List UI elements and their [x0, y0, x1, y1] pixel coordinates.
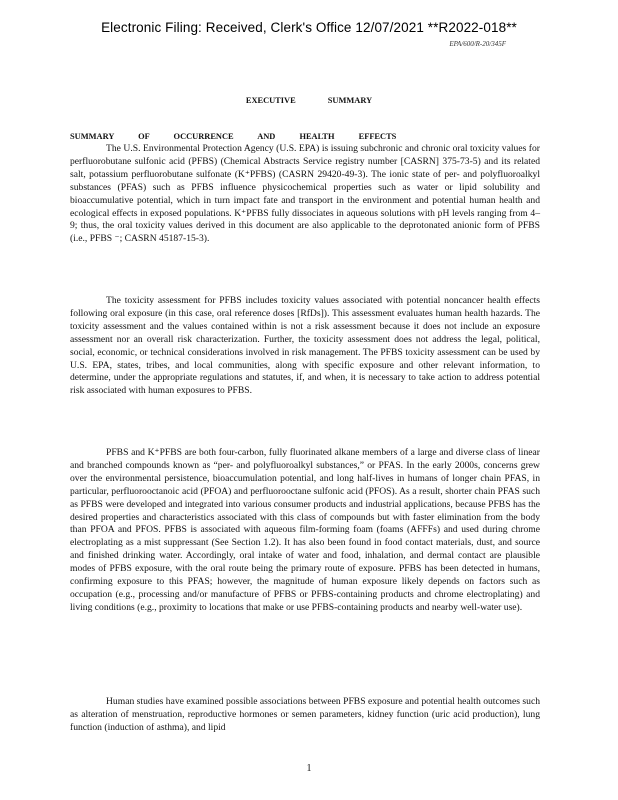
subheading: SUMMARY OF OCCURRENCE AND HEALTH EFFECTS: [70, 132, 397, 141]
paragraph-2: The toxicity assessment for PFBS includes toxicity values associated with potential noncancer health effects following oral exposure (in this case, oral reference doses [RfDs]). This assessment evaluates human health hazards. The toxicity assessment and the values contained within is not a risk assessment because it does not include an exposure assessment nor an overall risk characterization. Further, the toxicity assessment does not address the legal, political, social, economic, or technical considerations involved in risk management. The PFBS toxicity assessment can be used by U.S. EPA, states, tribes, and local communities, along with specific exposure and other relevant information, to determine, under the appropriate regulations and statutes, if, and when, it is necessary to take action to address potential risk associated with human exposures to PFBS.: [70, 295, 540, 397]
document-id: EPA/600/R-20/345F: [449, 40, 506, 48]
section-title: EXECUTIVE SUMMARY: [245, 96, 373, 105]
page-number: 1: [306, 763, 312, 774]
paragraph-3: PFBS and K⁺PFBS are both four-carbon, fully fluorinated alkane members of a large and diverse class of linear and branched compounds known as “per- and polyfluoroalkyl substances,” or PFAS. In the early 2000s, concerns grew over the environmental persistence, bioaccumulation potential, and long half-lives in humans of longer chain PFAS, in particular, perfluorooctanoic acid (PFOA) and perfluorooctane sulfonic acid (PFOS). As a result, shorter chain PFAS such as PFBS were developed and integrated into various consumer products and industrial applications, because PFBS has the desired properties and characteristics associated with this class of compounds but with faster elimination from the body than PFOA and PFOS. PFBS is associated with aqueous film-forming foam (foams (AFFFs) and used during chrome electroplating as a mist suppressant (See Section 1.2). It has also been found in food contact materials, dust, and source and finished drinking water. Accordingly, oral intake of water and food, inhalation, and dermal contact are plausible modes of PFBS exposure, with the oral route being the primary route of exposure. PFBS has been detected in humans, confirming exposure to this PFAS; however, the magnitude of human exposure likely depends on factors such as occupation (e.g., processing and/or manufacture of PFBS or PFBS-containing products and chrome electroplating) and living conditions (e.g., proximity to locations that make or use PFBS-containing products and nearby well-water use).: [70, 447, 540, 613]
paragraph-4: Human studies have examined possible associations between PFBS exposure and potential health outcomes such as alteration of menstruation, reproductive hormones or semen parameters, kidney function (uric acid production), lung function (induction of asthma), and lipid: [70, 696, 540, 733]
filing-stamp-header: Electronic Filing: Received, Clerk's Office 12/07/2021 **R2022-018**: [101, 20, 517, 35]
paragraph-1: The U.S. Environmental Protection Agency (U.S. EPA) is issuing subchronic and chronic oral toxicity values for perfluorobutane sulfonic acid (PFBS) (Chemical Abstracts Service registry number [CASRN] 375-73-5) and its related salt, potassium perfluorobutane sulfonate (K⁺PFBS) (CASRN 29420-49-3). The ionic state of per- and polyfluoroalkyl substances (PFAS) such as PFBS influence physicochemical properties such as water or lipid solubility and bioaccumulative potential, which in turn impact fate and transport in the environment and potential human health and ecological effects in exposed populations. K⁺PFBS fully dissociates in aqueous solutions with pH levels ranging from 4–9; thus, the oral toxicity values derived in this document are also applicable to the deprotonated anionic form of PFBS (i.e., PFBS ⁻; CASRN 45187-15-3).: [70, 143, 540, 245]
